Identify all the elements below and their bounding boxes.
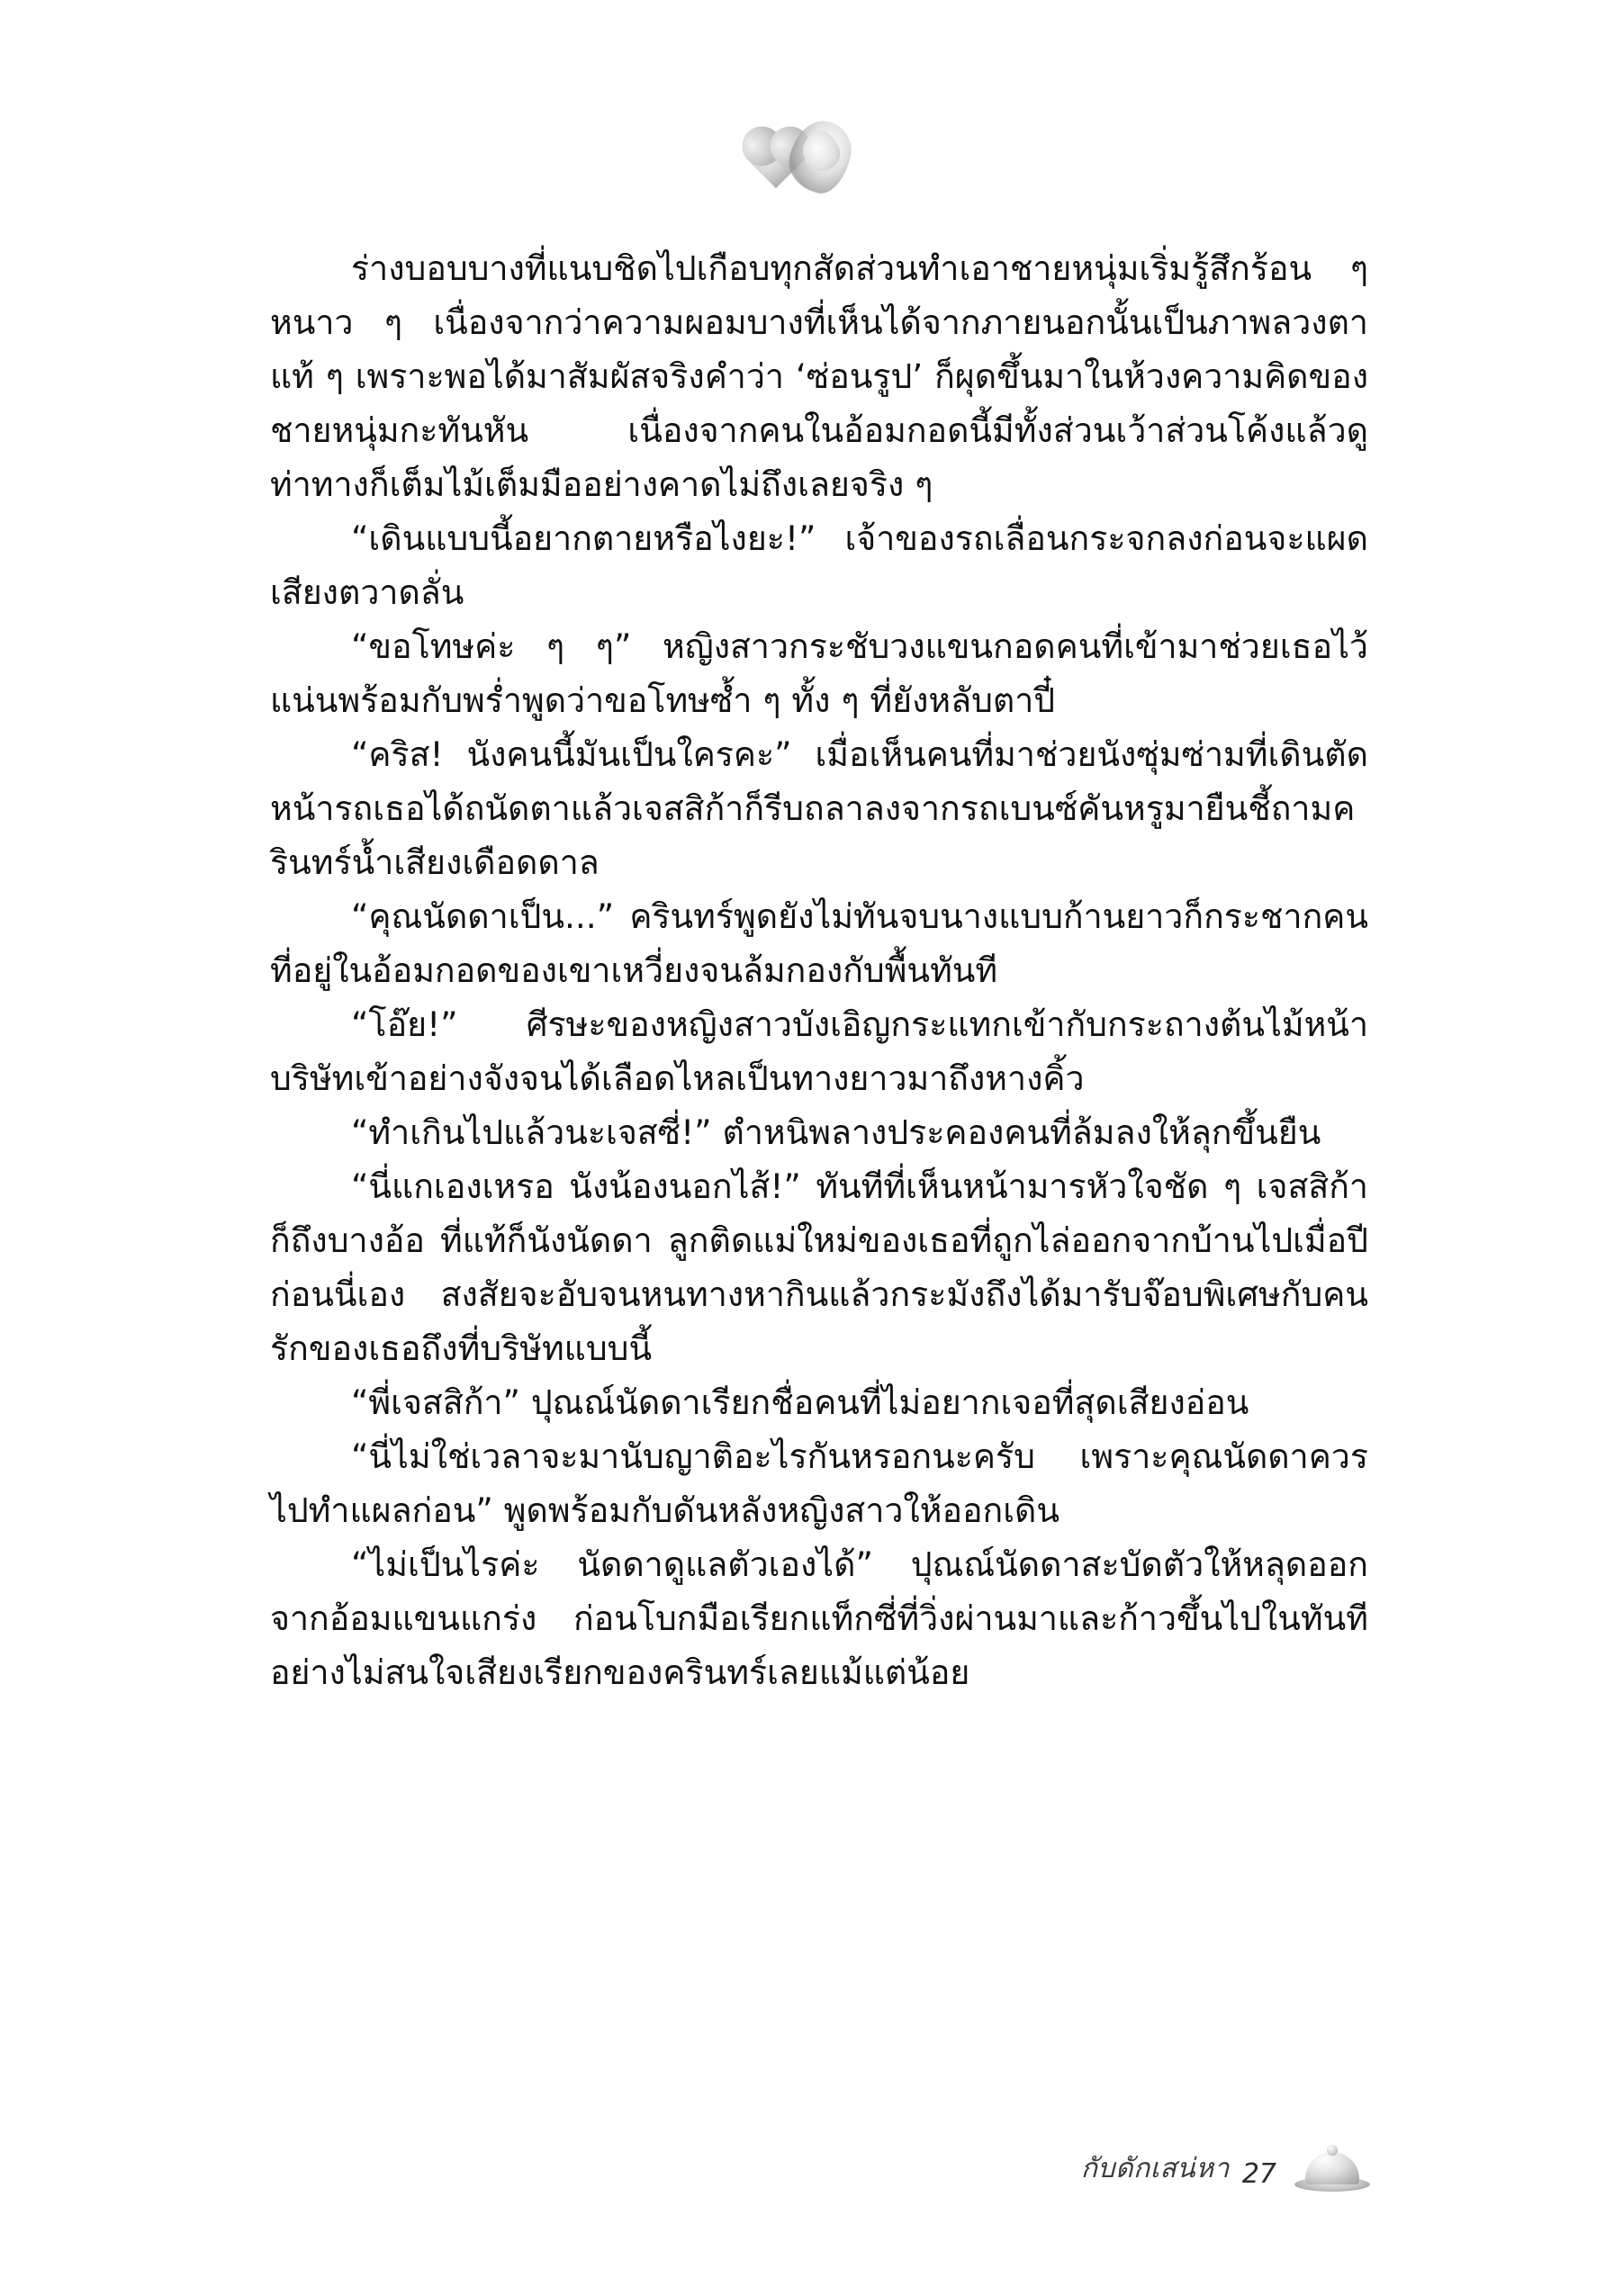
- paragraph: “เดินแบบนี้อยากตายหรือไงยะ!” เจ้าของรถเลื่อนกระจกลงก่อนจะแผดเสียงตวาดลั่น: [270, 518, 1368, 612]
- footer-content: [1081, 2139, 1375, 2190]
- page-footer: [0, 2109, 1605, 2190]
- paragraph: “คุณนัดดาเป็น...” ครินทร์พูดยังไม่ทันจบนางแบบก้านยาวก็กระชากคนที่อยู่ในอ้อมกอดของเขาเหวี่ยงจนล้มกองกับพื้นทันที: [270, 896, 1368, 990]
- paragraph: “โอ๊ย!” ศีรษะของหญิงสาวบังเอิญกระแทกเข้ากับกระถางต้นไม้หน้าบริษัทเข้าอย่างจังจนได้เลือดไหลเป็นทางยาวมาถึงหางคิ้ว: [270, 1004, 1368, 1098]
- paragraph: “ไม่เป็นไรค่ะ นัดดาดูแลตัวเองได้” ปุณณ์นัดดาสะบัดตัวให้หลุดออกจากอ้อมแขนแกร่ง ก่อนโบกมือเรียกแท็กซี่ที่วิ่งผ่านมาและก้าวขึ้นไปในทันทีอย่างไม่สนใจเสียงเรียกของครินทร์เลยแม้แต่น้อย: [270, 1544, 1368, 1692]
- footer-book-title: กับดักเสน่หา: [1080, 2153, 1230, 2184]
- paragraph: “ทำเกินไปแล้วนะเจสซี่!” ตำหนิพลางประคองคนที่ล้มลงให้ลุกขึ้นยืน: [351, 1112, 1321, 1152]
- page-body-text: [270, 241, 1379, 1699]
- paragraph: “คริส! นังคนนี้มันเป็นใครคะ” เมื่อเห็นคนที่มาช่วยนังซุ่มซ่ามที่เดินตัดหน้ารถเธอได้ถนัดตาแล้วเจสสิก้าก็รีบถลาลงจากรถเบนซ์คันหรูมายืนชี้ถามครินทร์น้ำเสียงเดือดดาล: [270, 734, 1368, 882]
- cloche-dish-ornament-icon: [1289, 2139, 1375, 2195]
- top-ornament: [0, 117, 1605, 203]
- heart-swirl-ornament-icon: [749, 117, 857, 200]
- paragraph: ร่างบอบบางที่แนบชิดไปเกือบทุกสัดส่วนทำเอาชายหนุ่มเริ่มรู้สึกร้อน ๆ หนาว ๆ เนื่องจากว่าความผอมบางที่เห็นได้จากภายนอกนั้นเป็นภาพลวงตาแท้ ๆ เพราะพอได้มาสัมผัสจริงคำว่า ‘ซ่อนรูป’ ก็ผุดขึ้นมาในห้วงความคิดของชายหนุ่มกะทันหัน เนื่องจากคนในอ้อมกอดนี้มีทั้งส่วนเว้าส่วนโค้งแล้วดูท่าทางก็เต็มไม้เต็มมืออย่างคาดไม่ถึงเลยจริง ๆ: [270, 248, 1379, 504]
- paragraph: “นี่แกเองเหรอ นังน้องนอกไส้!” ทันทีที่เห็นหน้ามารหัวใจชัด ๆ เจสสิก้าก็ถึงบางอ้อ ที่แท้ก็นังนัดดา ลูกติดแม่ใหม่ของเธอที่ถูกไล่ออกจากบ้านไปเมื่อปีก่อนนี่เอง สงสัยจะอับจนหนทางหากินแล้วกระมังถึงได้มารับจ๊อบพิเศษกับคนรักของเธอถึงที่บริษัทแบบนี้: [270, 1166, 1368, 1368]
- ornament-knob-shape: [1327, 2145, 1338, 2156]
- page-number: 27: [1241, 2158, 1276, 2190]
- ornament-dome-shape: [1305, 2152, 1359, 2184]
- paragraph: “นี่ไม่ใช่เวลาจะมานับญาติอะไรกันหรอกนะครับ เพราะคุณนัดดาควรไปทำแผลก่อน” พูดพร้อมกับดันหลังหญิงสาวให้ออกเดิน: [270, 1436, 1368, 1530]
- paragraph: “พี่เจสสิก้า” ปุณณ์นัดดาเรียกชื่อคนที่ไม่อยากเจอที่สุดเสียงอ่อน: [351, 1382, 1249, 1422]
- paragraph: “ขอโทษค่ะ ๆ ๆ” หญิงสาวกระชับวงแขนกอดคนที่เข้ามาช่วยเธอไว้แน่นพร้อมกับพร่ำพูดว่าขอโทษซ้ำ ๆ ทั้ง ๆ ที่ยังหลับตาปี๋: [270, 626, 1368, 720]
